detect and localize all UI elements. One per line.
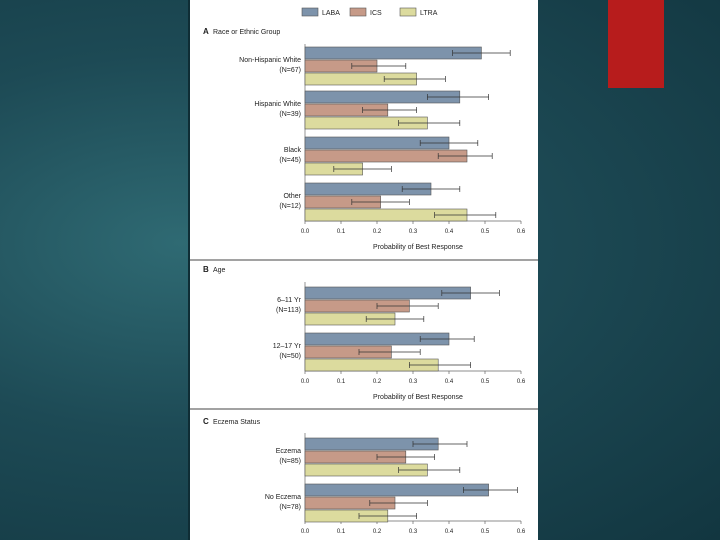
panel-title: Age: [213, 267, 226, 274]
x-tick-label: 0.2: [372, 529, 382, 535]
panel-title: Race or Ethnic Group: [213, 29, 281, 36]
panel-letter: B: [203, 265, 209, 274]
category-count: (N=12): [279, 203, 301, 210]
category-label: 6–11 Yr: [277, 297, 301, 304]
category-label: Other: [283, 193, 301, 200]
panel-letter: C: [203, 417, 209, 426]
panel-title: Eczema Status: [213, 419, 261, 426]
panel-letter: A: [203, 27, 209, 36]
x-tick-label: 0.4: [444, 379, 454, 385]
legend-swatch-ltra: [400, 8, 416, 16]
x-tick-label: 0.1: [336, 529, 346, 535]
category-label: Non-Hispanic White: [239, 57, 301, 64]
x-tick-label: 0.6: [516, 529, 526, 535]
x-tick-label: 0.3: [408, 229, 418, 235]
x-tick-label: 0.5: [480, 529, 490, 535]
x-tick-label: 0.0: [300, 229, 310, 235]
category-label: 12–17 Yr: [272, 343, 301, 350]
category-label: Black: [283, 147, 301, 154]
category-count: (N=67): [279, 67, 301, 74]
category-count: (N=78): [279, 504, 301, 511]
x-tick-label: 0.3: [408, 529, 418, 535]
x-axis-label: Probability of Best Response: [373, 244, 463, 251]
bar-laba: [305, 484, 489, 496]
x-tick-label: 0.5: [480, 229, 490, 235]
legend-swatch-ics: [350, 8, 366, 16]
legend-label-ltra: LTRA: [420, 10, 438, 17]
x-tick-label: 0.4: [444, 229, 454, 235]
category-label: Hispanic White: [254, 101, 301, 108]
category-count: (N=113): [276, 307, 301, 314]
x-tick-label: 0.0: [300, 529, 310, 535]
x-tick-label: 0.0: [300, 379, 310, 385]
x-tick-label: 0.6: [516, 379, 526, 385]
category-count: (N=45): [279, 157, 301, 164]
category-label: Eczema: [275, 448, 301, 455]
x-tick-label: 0.5: [480, 379, 490, 385]
x-tick-label: 0.2: [372, 379, 382, 385]
category-count: (N=85): [279, 458, 301, 465]
x-tick-label: 0.1: [336, 379, 346, 385]
x-tick-label: 0.1: [336, 229, 346, 235]
x-tick-label: 0.2: [372, 229, 382, 235]
category-count: (N=39): [279, 111, 301, 118]
x-tick-label: 0.6: [516, 229, 526, 235]
x-tick-label: 0.4: [444, 529, 454, 535]
category-count: (N=50): [279, 353, 301, 360]
legend-swatch-laba: [302, 8, 318, 16]
legend-label-ics: ICS: [370, 10, 382, 17]
x-tick-label: 0.3: [408, 379, 418, 385]
x-axis-label: Probability of Best Response: [373, 394, 463, 401]
legend-label-laba: LABA: [322, 10, 340, 17]
category-label: No Eczema: [264, 494, 301, 501]
